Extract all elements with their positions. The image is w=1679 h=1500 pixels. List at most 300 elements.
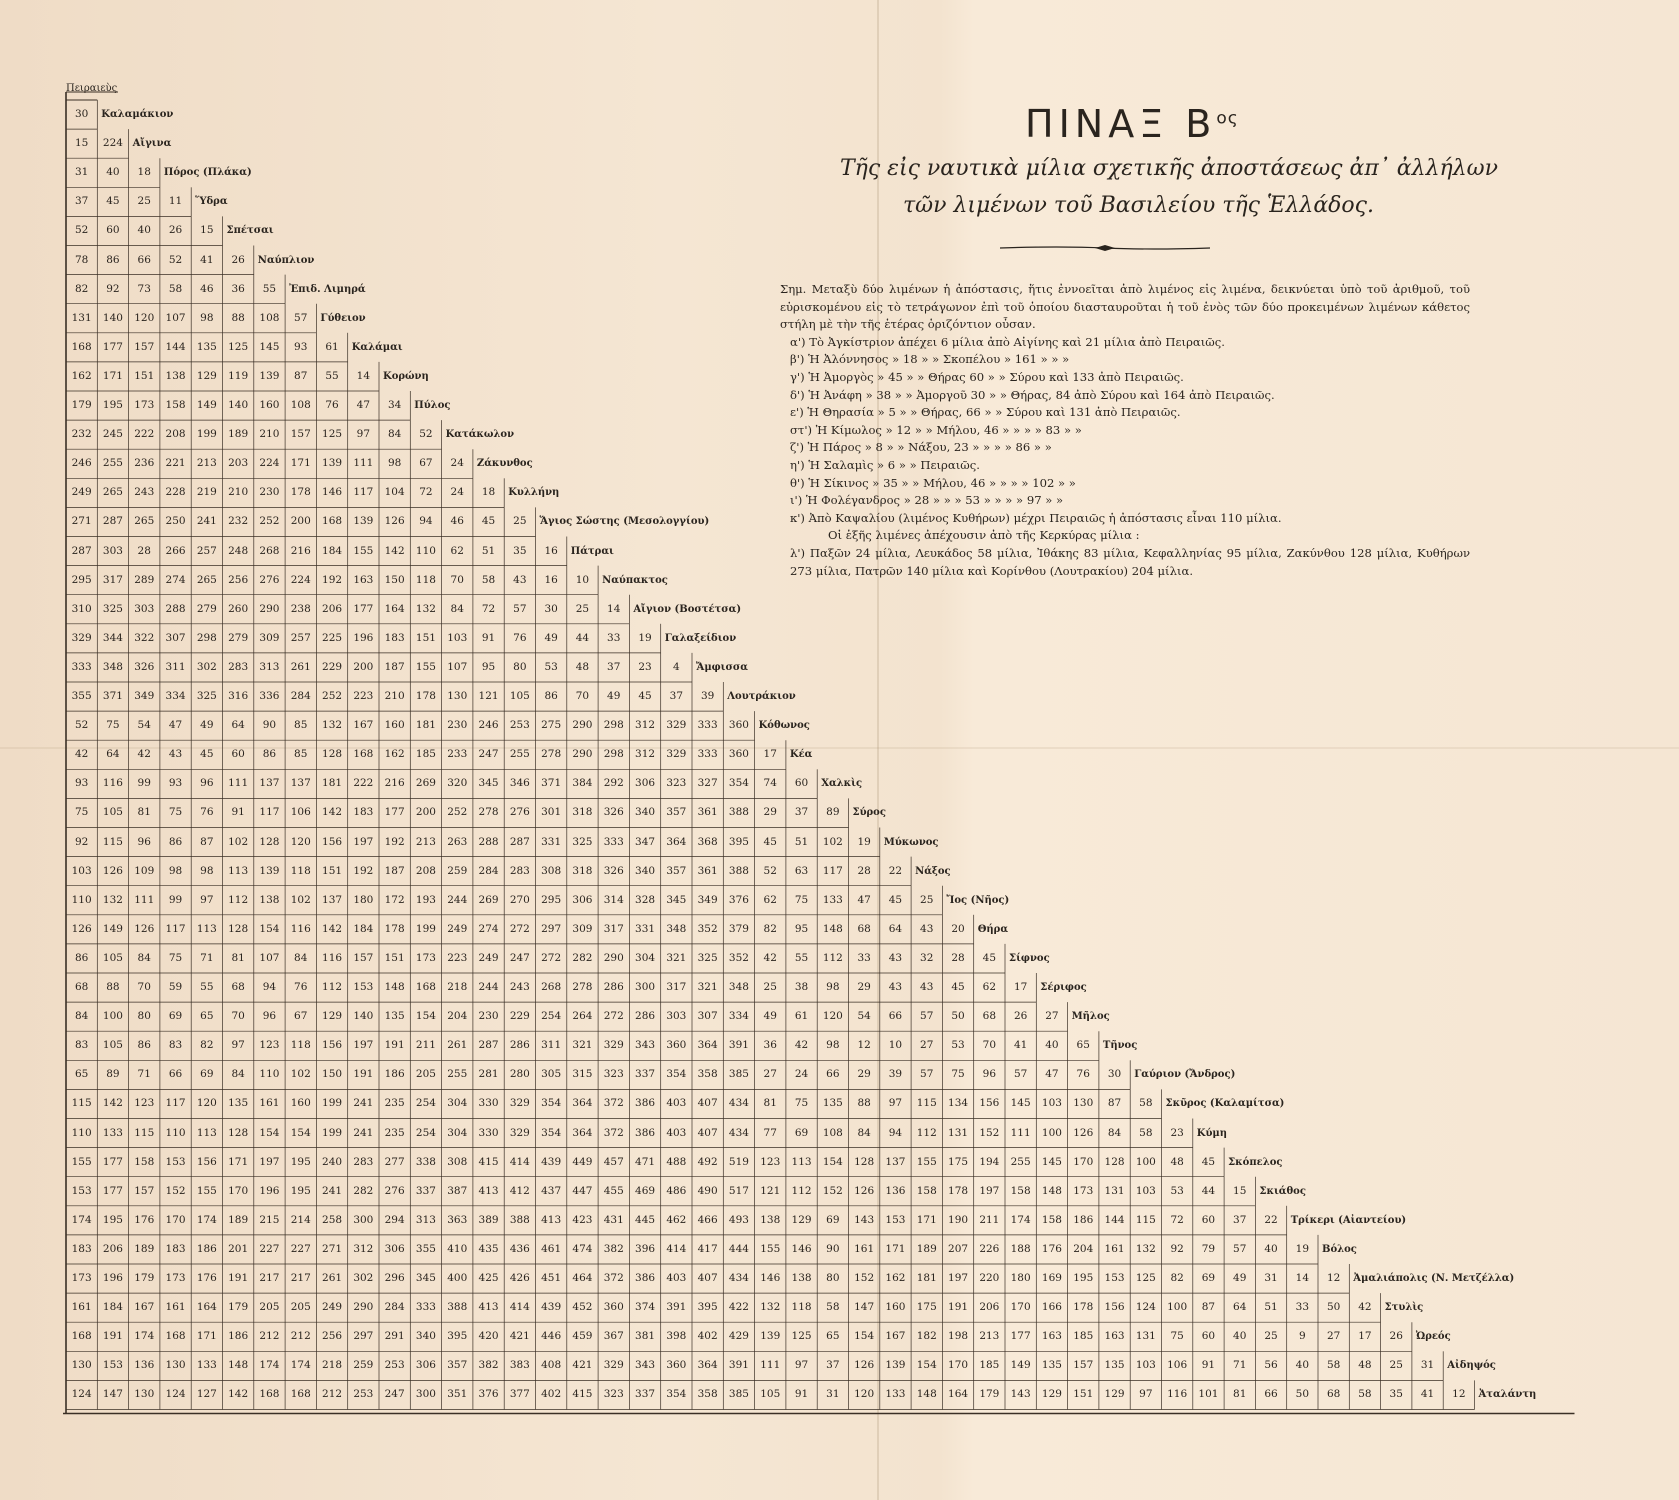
distance-cell: 298 bbox=[603, 719, 624, 732]
distance-cell: 36 bbox=[231, 282, 245, 295]
port-label: Πόρος (Πλάκα) bbox=[163, 167, 252, 179]
distance-cell: 84 bbox=[1107, 1126, 1122, 1139]
distance-cell: 76 bbox=[1076, 1068, 1090, 1081]
distance-cell: 191 bbox=[353, 1068, 374, 1081]
distance-cell: 97 bbox=[888, 1097, 903, 1110]
distance-cell: 118 bbox=[791, 1301, 812, 1314]
distance-cell: 130 bbox=[71, 1359, 92, 1372]
distance-cell: 70 bbox=[450, 573, 464, 586]
distance-cell: 113 bbox=[791, 1155, 812, 1168]
distance-cell: 367 bbox=[603, 1330, 624, 1343]
distance-cell: 120 bbox=[822, 1010, 843, 1023]
port-label: Αἴγιον (Βοστέτσα) bbox=[633, 603, 742, 615]
distance-cell: 185 bbox=[1073, 1330, 1094, 1343]
distance-cell: 65 bbox=[826, 1330, 840, 1343]
distance-cell: 434 bbox=[728, 1097, 749, 1110]
distance-cell: 272 bbox=[603, 1010, 624, 1023]
distance-cell: 30 bbox=[74, 108, 89, 120]
port-label: Καλάμαι bbox=[351, 341, 403, 353]
distance-cell: 121 bbox=[760, 1184, 781, 1197]
distance-cell: 201 bbox=[228, 1242, 249, 1255]
distance-cell: 413 bbox=[478, 1301, 499, 1314]
distance-cell: 24 bbox=[450, 486, 464, 499]
distance-cell: 368 bbox=[697, 835, 718, 848]
distance-cell: 15 bbox=[1233, 1184, 1247, 1197]
distance-cell: 321 bbox=[666, 951, 687, 964]
distance-cell: 97 bbox=[200, 893, 214, 906]
distance-cell: 144 bbox=[165, 340, 186, 353]
distance-cell: 193 bbox=[415, 893, 436, 906]
distance-cell: 215 bbox=[259, 1213, 280, 1226]
distance-cell: 25 bbox=[513, 515, 527, 528]
distance-cell: 58 bbox=[1326, 1359, 1341, 1372]
distance-cell: 254 bbox=[541, 1010, 562, 1023]
distance-cell: 64 bbox=[888, 922, 903, 935]
distance-cell: 232 bbox=[228, 515, 249, 528]
distance-cell: 364 bbox=[697, 1039, 718, 1052]
distance-cell: 126 bbox=[134, 922, 155, 935]
distance-cell: 68 bbox=[857, 922, 871, 935]
distance-cell: 349 bbox=[134, 690, 155, 702]
distance-cell: 17 bbox=[1358, 1330, 1372, 1343]
distance-cell: 270 bbox=[509, 893, 530, 906]
distance-cell: 155 bbox=[71, 1155, 92, 1168]
distance-cell: 275 bbox=[541, 719, 562, 732]
port-label: Ἅγιος Σώστης (Μεσολογγίου) bbox=[539, 516, 710, 528]
distance-cell: 280 bbox=[509, 1068, 530, 1081]
distance-cell: 84 bbox=[857, 1126, 871, 1139]
distance-cell: 310 bbox=[71, 602, 92, 615]
distance-cell: 126 bbox=[384, 515, 405, 528]
distance-cell: 278 bbox=[572, 981, 593, 993]
distance-cell: 257 bbox=[196, 544, 217, 557]
distance-cell: 68 bbox=[1326, 1388, 1341, 1401]
port-label: Ἀταλάντη bbox=[1478, 1389, 1537, 1401]
distance-cell: 156 bbox=[322, 1039, 343, 1052]
distance-cell: 139 bbox=[353, 515, 374, 528]
distance-cell: 45 bbox=[951, 981, 965, 993]
distance-cell: 344 bbox=[102, 631, 123, 644]
distance-cell: 154 bbox=[854, 1330, 875, 1343]
distance-cell: 106 bbox=[1167, 1359, 1188, 1372]
distance-cell: 152 bbox=[165, 1184, 186, 1197]
distance-cell: 115 bbox=[71, 1097, 92, 1110]
distance-cell: 43 bbox=[513, 573, 527, 586]
distance-cell: 333 bbox=[415, 1301, 436, 1314]
distance-cell: 91 bbox=[794, 1388, 809, 1401]
distance-cell: 84 bbox=[450, 602, 464, 615]
distance-cell: 276 bbox=[259, 573, 280, 586]
distance-cell: 298 bbox=[603, 748, 624, 761]
distance-cell: 72 bbox=[1170, 1213, 1184, 1226]
distance-cell: 27 bbox=[1326, 1330, 1341, 1343]
distance-cell: 222 bbox=[134, 428, 155, 441]
distance-cell: 48 bbox=[1358, 1359, 1372, 1372]
distance-cell: 347 bbox=[635, 835, 656, 848]
distance-cell: 132 bbox=[1135, 1242, 1156, 1255]
distance-cell: 325 bbox=[697, 951, 718, 964]
distance-cell: 329 bbox=[509, 1097, 530, 1110]
distance-cell: 137 bbox=[259, 777, 280, 790]
distance-cell: 241 bbox=[353, 1126, 374, 1139]
distance-cell: 24 bbox=[794, 1068, 809, 1081]
distance-cell: 297 bbox=[541, 922, 562, 935]
distance-cell: 128 bbox=[854, 1155, 875, 1168]
distance-cell: 250 bbox=[165, 515, 186, 528]
distance-cell: 70 bbox=[137, 981, 151, 993]
distance-cell: 137 bbox=[322, 893, 343, 906]
distance-cell: 177 bbox=[384, 806, 405, 819]
distance-cell: 360 bbox=[666, 1039, 687, 1052]
distance-cell: 217 bbox=[259, 1272, 280, 1284]
distance-cell: 40 bbox=[1045, 1039, 1059, 1052]
distance-cell: 102 bbox=[290, 1068, 311, 1081]
distance-cell: 138 bbox=[165, 369, 186, 382]
distance-cell: 23 bbox=[1170, 1126, 1184, 1139]
distance-cell: 82 bbox=[74, 282, 89, 295]
distance-cell: 142 bbox=[228, 1388, 249, 1401]
distance-cell: 70 bbox=[982, 1039, 997, 1052]
distance-cell: 126 bbox=[854, 1184, 875, 1197]
distance-cell: 155 bbox=[353, 544, 374, 557]
distance-cell: 352 bbox=[728, 951, 749, 964]
distance-cell: 158 bbox=[916, 1184, 937, 1197]
distance-cell: 333 bbox=[603, 835, 624, 848]
distance-cell: 113 bbox=[196, 1126, 217, 1139]
port-label: Βόλος bbox=[1322, 1243, 1357, 1255]
distance-cell: 155 bbox=[916, 1155, 937, 1168]
distance-cell: 153 bbox=[102, 1359, 123, 1372]
distance-cell: 337 bbox=[415, 1184, 436, 1197]
distance-cell: 287 bbox=[478, 1039, 499, 1052]
distance-cell: 200 bbox=[415, 806, 436, 819]
distance-cell: 153 bbox=[1104, 1272, 1125, 1284]
distance-cell: 305 bbox=[541, 1068, 562, 1081]
distance-cell: 360 bbox=[728, 748, 749, 761]
distance-cell: 228 bbox=[165, 486, 186, 499]
note-item: α') Τὸ Ἀγκίστριον ἀπέχει 6 μίλια ἀπὸ Αἰγίνης καὶ 21 μίλια ἀπὸ Πειραιῶς. bbox=[790, 334, 1225, 349]
distance-cell: 326 bbox=[603, 806, 624, 819]
distance-cell: 185 bbox=[415, 748, 436, 761]
distance-cell: 51 bbox=[481, 544, 496, 557]
distance-cell: 235 bbox=[384, 1126, 405, 1139]
distance-cell: 287 bbox=[509, 835, 530, 848]
distance-cell: 269 bbox=[415, 777, 436, 790]
distance-cell: 128 bbox=[322, 748, 343, 761]
distance-cell: 138 bbox=[760, 1213, 781, 1226]
distance-cell: 474 bbox=[572, 1242, 593, 1255]
distance-cell: 28 bbox=[137, 544, 151, 557]
distance-cell: 243 bbox=[509, 981, 530, 993]
distance-cell: 271 bbox=[71, 515, 92, 528]
distance-cell: 151 bbox=[322, 864, 343, 877]
distance-cell: 112 bbox=[228, 893, 249, 906]
distance-cell: 329 bbox=[666, 748, 687, 761]
distance-cell: 395 bbox=[697, 1301, 718, 1314]
distance-cell: 436 bbox=[509, 1242, 530, 1255]
distance-cell: 146 bbox=[791, 1242, 812, 1255]
distance-cell: 111 bbox=[760, 1359, 781, 1372]
distance-cell: 148 bbox=[384, 981, 405, 993]
distance-cell: 33 bbox=[1295, 1301, 1310, 1314]
distance-cell: 345 bbox=[415, 1272, 436, 1284]
distance-cell: 98 bbox=[200, 864, 214, 877]
distance-cell: 204 bbox=[1073, 1242, 1094, 1255]
distance-cell: 398 bbox=[666, 1330, 687, 1343]
distance-cell: 115 bbox=[102, 835, 123, 848]
distance-cell: 64 bbox=[106, 748, 120, 761]
port-label: Σύρος bbox=[852, 807, 886, 819]
distance-cell: 286 bbox=[509, 1039, 530, 1052]
distance-cell: 194 bbox=[979, 1155, 1000, 1168]
distance-cell: 87 bbox=[1107, 1097, 1122, 1110]
distance-cell: 14 bbox=[607, 602, 621, 615]
distance-cell: 148 bbox=[1041, 1184, 1062, 1197]
distance-cell: 192 bbox=[322, 573, 343, 586]
distance-cell: 99 bbox=[137, 777, 151, 790]
distance-cell: 139 bbox=[760, 1330, 781, 1343]
distance-cell: 279 bbox=[228, 631, 249, 644]
distance-cell: 361 bbox=[697, 864, 718, 877]
distance-cell: 102 bbox=[290, 893, 311, 906]
distance-cell: 247 bbox=[478, 748, 499, 761]
distance-cell: 276 bbox=[509, 806, 530, 819]
distance-cell: 388 bbox=[447, 1301, 468, 1314]
distance-cell: 57 bbox=[1013, 1068, 1028, 1081]
distance-cell: 325 bbox=[102, 602, 123, 615]
distance-cell: 158 bbox=[1010, 1184, 1031, 1197]
distance-cell: 241 bbox=[196, 515, 217, 528]
distance-cell: 19 bbox=[857, 835, 871, 848]
distance-cell: 96 bbox=[200, 777, 214, 790]
distance-cell: 261 bbox=[447, 1039, 468, 1052]
distance-cell: 70 bbox=[231, 1010, 245, 1023]
distance-cell: 109 bbox=[134, 864, 155, 877]
distance-cell: 167 bbox=[134, 1301, 155, 1314]
distance-cell: 16 bbox=[544, 544, 558, 557]
distance-cell: 151 bbox=[384, 951, 405, 964]
distance-cell: 55 bbox=[200, 981, 214, 993]
distance-cell: 189 bbox=[134, 1242, 155, 1255]
distance-cell: 108 bbox=[822, 1126, 843, 1139]
distance-cell: 290 bbox=[603, 951, 624, 964]
distance-cell: 125 bbox=[1135, 1272, 1156, 1284]
distance-cell: 177 bbox=[102, 340, 123, 353]
distance-cell: 269 bbox=[478, 893, 499, 906]
distance-cell: 431 bbox=[603, 1213, 624, 1226]
distance-cell: 302 bbox=[196, 660, 217, 673]
distance-cell: 346 bbox=[509, 777, 530, 790]
distance-cell: 66 bbox=[1264, 1388, 1278, 1401]
distance-cell: 93 bbox=[294, 340, 308, 353]
distance-cell: 517 bbox=[728, 1184, 749, 1197]
distance-cell: 81 bbox=[137, 806, 151, 819]
distance-cell: 44 bbox=[1201, 1184, 1216, 1197]
distance-cell: 360 bbox=[603, 1301, 624, 1314]
distance-cell: 117 bbox=[353, 486, 374, 499]
distance-cell: 241 bbox=[322, 1184, 343, 1197]
distance-cell: 50 bbox=[951, 1010, 965, 1023]
distance-cell: 178 bbox=[290, 486, 311, 499]
distance-cell: 357 bbox=[447, 1359, 468, 1372]
distance-cell: 150 bbox=[322, 1068, 343, 1081]
distance-cell: 70 bbox=[575, 690, 590, 702]
distance-cell: 216 bbox=[384, 777, 405, 790]
distance-cell: 327 bbox=[697, 777, 718, 790]
distance-cell: 449 bbox=[572, 1155, 593, 1168]
distance-cell: 407 bbox=[697, 1097, 718, 1110]
distance-cell: 90 bbox=[826, 1242, 840, 1255]
distance-cell: 333 bbox=[71, 660, 92, 673]
distance-cell: 329 bbox=[71, 631, 92, 644]
distance-cell: 27 bbox=[1045, 1010, 1059, 1023]
distance-cell: 329 bbox=[509, 1126, 530, 1139]
distance-cell: 47 bbox=[356, 399, 371, 411]
distance-cell: 138 bbox=[791, 1272, 812, 1284]
distance-cell: 74 bbox=[763, 777, 777, 790]
distance-cell: 381 bbox=[635, 1330, 656, 1343]
distance-cell: 382 bbox=[478, 1359, 499, 1372]
distance-cell: 142 bbox=[322, 806, 343, 819]
distance-cell: 58 bbox=[826, 1301, 840, 1314]
distance-cell: 40 bbox=[1264, 1242, 1278, 1255]
distance-cell: 376 bbox=[478, 1388, 499, 1401]
distance-cell: 94 bbox=[888, 1126, 903, 1139]
distance-cell: 42 bbox=[763, 951, 777, 964]
distance-cell: 177 bbox=[102, 1184, 123, 1197]
distance-cell: 133 bbox=[196, 1359, 217, 1372]
distance-cell: 154 bbox=[259, 922, 280, 935]
distance-cell: 334 bbox=[165, 690, 186, 702]
distance-cell: 203 bbox=[228, 457, 249, 470]
distance-cell: 105 bbox=[102, 1039, 123, 1052]
distance-cell: 413 bbox=[478, 1184, 499, 1197]
distance-cell: 91 bbox=[481, 631, 496, 644]
distance-cell: 47 bbox=[1045, 1068, 1059, 1081]
distance-cell: 120 bbox=[196, 1097, 217, 1110]
distance-cell: 197 bbox=[259, 1155, 280, 1168]
distance-cell: 391 bbox=[666, 1301, 687, 1314]
distance-cell: 58 bbox=[1139, 1097, 1153, 1110]
distance-cell: 403 bbox=[666, 1126, 687, 1139]
distance-cell: 132 bbox=[322, 719, 343, 732]
distance-cell: 189 bbox=[228, 428, 249, 441]
distance-cell: 50 bbox=[1295, 1388, 1310, 1401]
distance-cell: 364 bbox=[572, 1097, 593, 1110]
note-item: ε') Ἡ Θηρασία » 5 » » Θήρας, 66 » » Σύρου καὶ 131 ἀπὸ Πειραιῶς. bbox=[790, 405, 1181, 420]
distance-cell: 14 bbox=[1295, 1272, 1310, 1284]
distance-cell: 60 bbox=[1201, 1330, 1216, 1343]
distance-cell: 385 bbox=[728, 1388, 749, 1401]
distance-cell: 197 bbox=[353, 1039, 374, 1052]
port-label: Χαλκὶς bbox=[821, 778, 863, 790]
distance-cell: 265 bbox=[102, 486, 123, 499]
distance-cell: 178 bbox=[415, 690, 436, 702]
port-label: Μῆλος bbox=[1071, 1011, 1110, 1023]
distance-cell: 42 bbox=[137, 748, 151, 761]
distance-cell: 27 bbox=[920, 1039, 934, 1052]
port-label: Σίφνος bbox=[1009, 952, 1050, 964]
distance-cell: 30 bbox=[544, 602, 558, 615]
port-label: Λουτράκιον bbox=[727, 691, 796, 702]
title-superscript: ος bbox=[1216, 108, 1239, 129]
distance-cell: 492 bbox=[697, 1155, 718, 1168]
port-label: Κέα bbox=[789, 749, 813, 761]
distance-cell: 92 bbox=[74, 835, 89, 848]
distance-cell: 130 bbox=[1073, 1097, 1094, 1110]
distance-cell: 364 bbox=[697, 1359, 718, 1372]
distance-cell: 15 bbox=[200, 224, 214, 237]
distance-cell: 174 bbox=[71, 1213, 92, 1226]
distance-cell: 49 bbox=[607, 690, 621, 702]
distance-cell: 455 bbox=[603, 1184, 624, 1197]
distance-cell: 134 bbox=[948, 1097, 969, 1110]
distance-cell: 358 bbox=[697, 1068, 718, 1081]
distance-cell: 252 bbox=[322, 690, 343, 702]
distance-cell: 139 bbox=[885, 1359, 906, 1372]
distance-cell: 490 bbox=[697, 1184, 718, 1197]
distance-cell: 110 bbox=[415, 544, 436, 557]
distance-cell: 519 bbox=[728, 1155, 749, 1168]
distance-cell: 87 bbox=[200, 835, 214, 848]
distance-cell: 65 bbox=[1076, 1039, 1090, 1052]
port-label: Τρίκερι (Αἰαντείου) bbox=[1290, 1214, 1407, 1226]
distance-cell: 105 bbox=[760, 1388, 781, 1401]
distance-cell: 54 bbox=[857, 1010, 871, 1023]
port-label: Πύλος bbox=[414, 400, 451, 411]
note-item: γ') Ἡ Ἀμοργὸς » 45 » » Θήρας 60 » » Σύρου καὶ 133 ἀπὸ Πειραιῶς. bbox=[790, 369, 1184, 384]
distance-cell: 343 bbox=[635, 1359, 656, 1372]
distance-cell: 138 bbox=[259, 893, 280, 906]
distance-cell: 145 bbox=[259, 340, 280, 353]
distance-cell: 60 bbox=[1201, 1213, 1216, 1226]
distance-cell: 103 bbox=[1135, 1184, 1156, 1197]
distance-cell: 110 bbox=[71, 1126, 92, 1139]
distance-cell: 31 bbox=[1420, 1359, 1435, 1372]
distance-cell: 69 bbox=[168, 1010, 183, 1023]
distance-cell: 386 bbox=[635, 1272, 656, 1284]
distance-cell: 153 bbox=[885, 1213, 906, 1226]
distance-cell: 445 bbox=[635, 1213, 656, 1226]
distance-cell: 149 bbox=[1010, 1359, 1031, 1372]
subtitle-line-1: Τῆς εἰς ναυτικὰ μίλια σχετικῆς ἀποστάσεως ἀπ᾽ ἀλλήλων bbox=[840, 156, 1498, 181]
distance-cell: 164 bbox=[384, 602, 405, 615]
distance-cell: 9 bbox=[1298, 1330, 1306, 1343]
distance-cell: 210 bbox=[384, 690, 405, 702]
distance-cell: 117 bbox=[822, 864, 843, 877]
distance-cell: 452 bbox=[572, 1301, 593, 1314]
distance-cell: 213 bbox=[415, 835, 436, 848]
distance-cell: 274 bbox=[478, 922, 499, 935]
distance-cell: 306 bbox=[635, 777, 656, 790]
distance-cell: 224 bbox=[102, 137, 123, 150]
distance-cell: 372 bbox=[603, 1126, 624, 1139]
distance-cell: 110 bbox=[165, 1126, 186, 1139]
distance-cell: 55 bbox=[325, 369, 339, 382]
distance-cell: 127 bbox=[196, 1388, 217, 1401]
distance-cell: 260 bbox=[228, 602, 249, 615]
distance-cell: 152 bbox=[822, 1184, 843, 1197]
distance-cell: 402 bbox=[541, 1388, 562, 1401]
distance-cell: 207 bbox=[948, 1242, 969, 1255]
distance-cell: 258 bbox=[322, 1213, 343, 1226]
distance-cell: 306 bbox=[415, 1359, 436, 1372]
distance-cell: 184 bbox=[322, 544, 343, 557]
distance-cell: 52 bbox=[168, 253, 183, 266]
distance-cell: 191 bbox=[948, 1301, 969, 1314]
distance-cell: 249 bbox=[71, 486, 92, 499]
distance-cell: 52 bbox=[74, 719, 89, 732]
